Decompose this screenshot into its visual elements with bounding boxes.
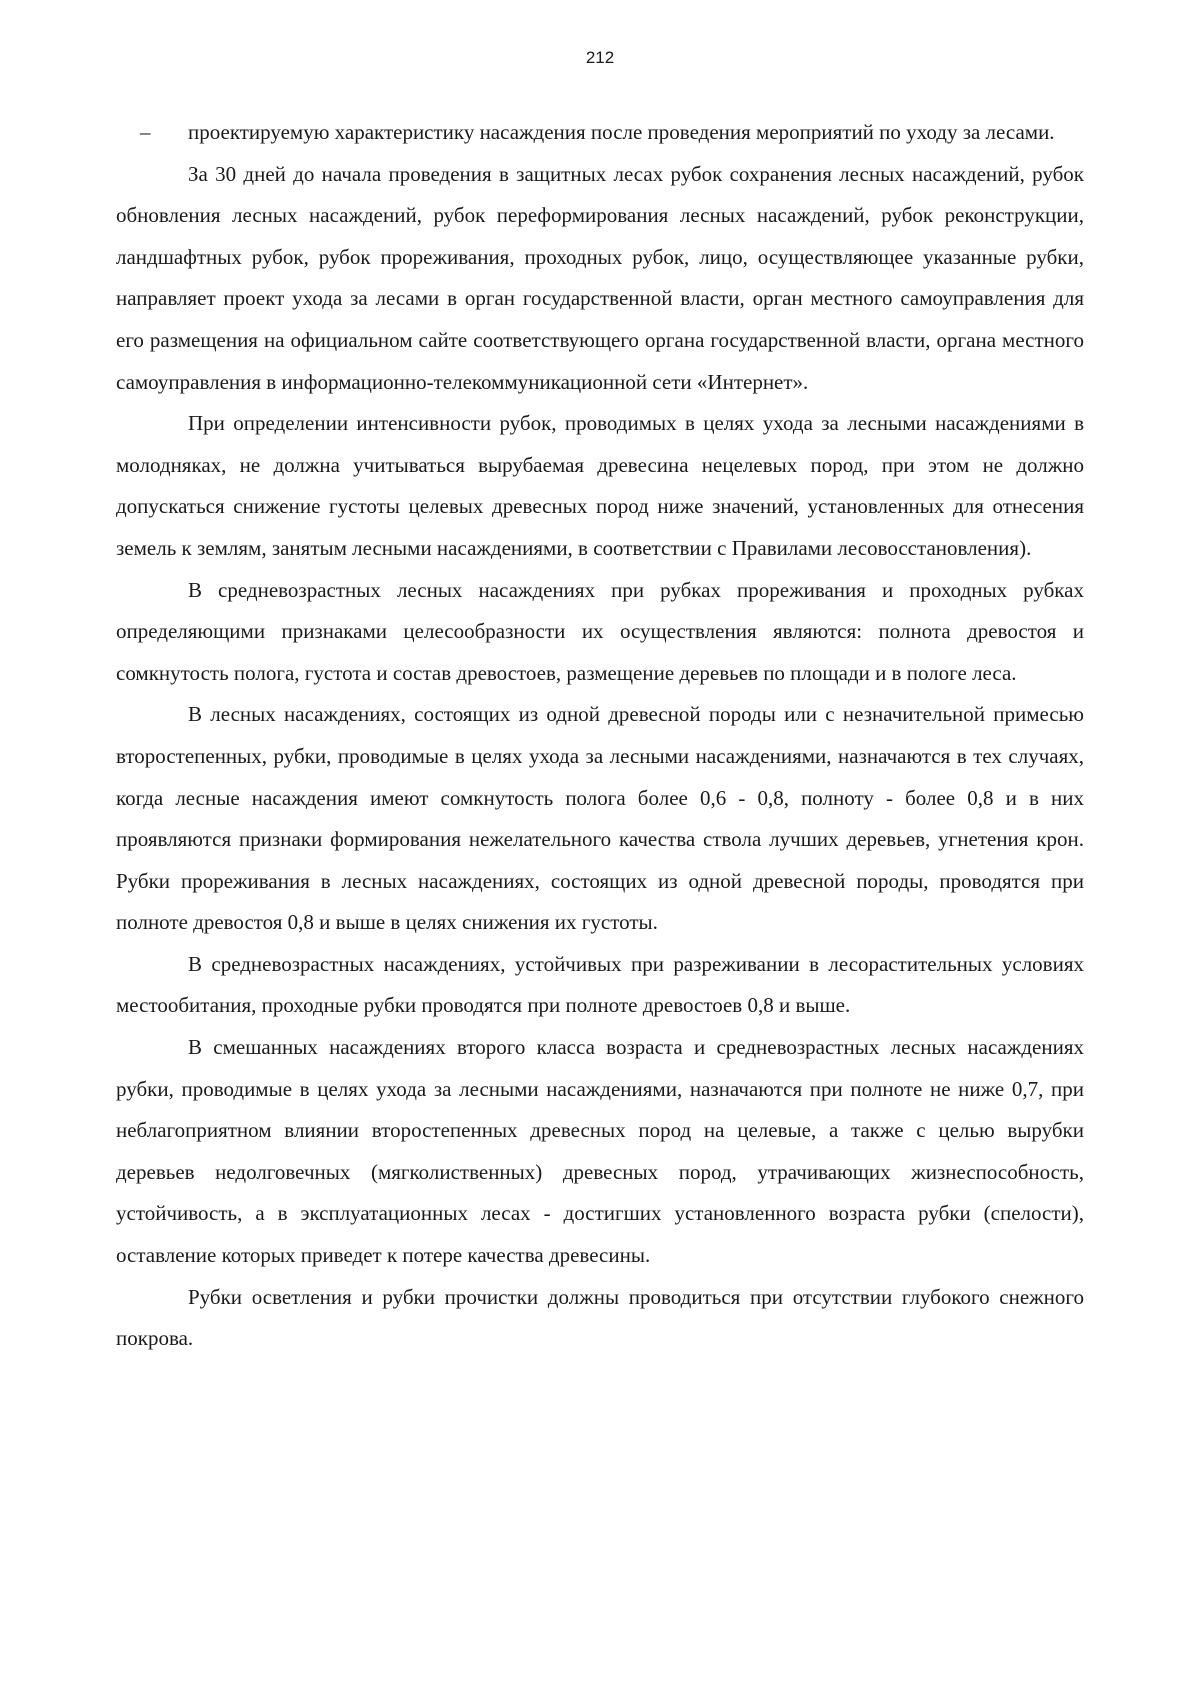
paragraph: В средневозрастных насаждениях, устойчивых при разреживании в лесорастительных условиях местообитания, проходные рубки проводятся при полноте древостоев 0,8 и выше.: [116, 951, 1084, 1018]
paragraph: При определении интенсивности рубок, проводимых в целях ухода за лесными насаждениями в молодняках, не должна учитываться вырубаемая древесина нецелевых пород, при этом не должно допускаться снижение густоты целевых древесных пород ниже значений, установленных для отнесения земель к землям, занятым лесными насаждениями, в соответствии с Правилами лесовосстановления).: [116, 411, 1084, 560]
page-number: 212: [585, 48, 615, 67]
paragraph: За 30 дней до начала проведения в защитных лесах рубок сохранения лесных насаждений, рубок обновления лесных насаждений, рубок переформирования лесных насаждений, рубок реконструкции, ландшафтных рубок, рубок прореживания, проходных рубок, лицо, осуществляющее указанные рубки, направляет проект ухода за лесами в орган государственной власти, орган местного самоуправления для его размещения на официальном сайте соответствующего органа государственной власти, органа местного самоуправления в информационно-телекоммуникационной сети «Интернет».: [116, 161, 1084, 394]
list-item-text: проектируемую характеристику насаждения после проведения мероприятий по уходу за лесами.: [188, 120, 1055, 144]
list-dash-marker: –: [140, 120, 151, 144]
paragraph: В смешанных насаждениях второго класса возраста и средневозрастных лесных насаждениях рубки, проводимые в целях ухода за лесными насаждениями, назначаются при полноте не ниже 0,7, при неблагоприятном влиянии второстепенных древесных пород на целевые, а также с целью вырубки деревьев недолговечных (мягколиственных) древесных пород, утрачивающих жизнеспособность, устойчивость, а в эксплуатационных лесах - достигших установленного возраста рубки (спелости), оставление которых приведет к потере качества древесины.: [116, 1035, 1084, 1268]
paragraph: В средневозрастных лесных насаждениях при рубках прореживания и проходных рубках определяющими признаками целесообразности их осуществления являются: полнота древостоя и сомкнутость полога, густота и состав древостоев, размещение деревьев по площади и в пологе леса.: [116, 577, 1084, 685]
document-body: [116, 112, 1084, 1360]
paragraph: В лесных насаждениях, состоящих из одной древесной породы или с незначительной примесью второстепенных, рубки, проводимые в целях ухода за лесными насаждениями, назначаются в тех случаях, когда лесные насаждения имеют сомкнутость полога более 0,6 - 0,8, полноту - более 0,8 и в них проявляются признаки формирования нежелательного качества ствола лучших деревьев, угнетения крон. Рубки прореживания в лесных насаждениях, состоящих из одной древесной породы, проводятся при полноте древостоя 0,8 и выше в целях снижения их густоты.: [116, 702, 1084, 935]
paragraph: Рубки осветления и рубки прочистки должны проводиться при отсутствии глубокого снежного покрова.: [116, 1284, 1084, 1351]
list-item: [116, 112, 1084, 154]
